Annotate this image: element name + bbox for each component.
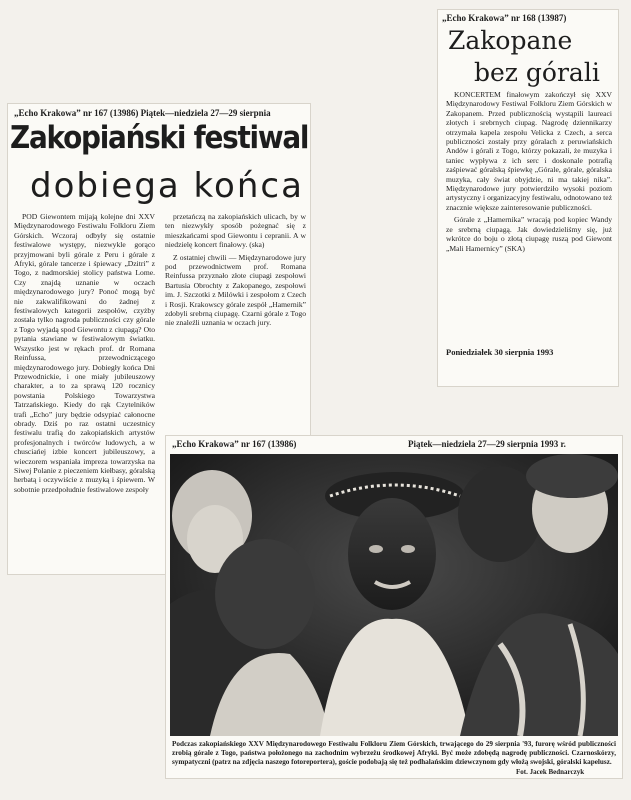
photo-credit: Fot. Jacek Bednarczyk: [516, 768, 585, 776]
clip1-col2-para-1: przetańczą na zakopiańskich ulicach, by w ten niezwykły sposób pożegnać się z mieszkańcami spod Giewontu i cepranii. A w niedzielę koncert finałowy. (ska): [165, 212, 306, 250]
clip2-para-1: KONCERTEM finałowym zakończył się XXV Międzynarodowy Festiwal Folkloru Ziem Górskich w Zakopanem. Przed publicznością wystąpili laureaci złotych i srebrnych ciupag. Nagrodę dziennikarzy otrzymała kapela zespołu Velicka z Czech, a serca publiczności zostały przy góralach z peruwiańskich Andów i górali z Togo, którzy pokazali, że muzyka i taniec wypływa z ich serc i doskonale potrafią zaśpiewać góralską śpiewkę „Górale, górale, góralska muzyka, cały świat obyjdzie, ni ma takiej nika”. Międzynarodowe jury potwierdziło wysoki poziom artystyczny i organizacyjny festiwalu, odnotowano też znacznie większe zainteresowanie publiczności.: [446, 90, 612, 212]
clip1-header: „Echo Krakowa” nr 167 (13986) Piątek—niedziela 27—29 sierpnia: [14, 108, 271, 118]
clip1-headline: Zakopiański festiwal: [10, 120, 309, 156]
clip1-col2-para-2: Z ostatniej chwili — Międzynarodowe jury pod przewodnictwem prof. Romana Reinfussa przyznało złote ciupagi zespołowi Bartusia Obrochty z Zakopanego, zespołowi im. J. Szczotki z Milówki i zespołom z Czech i Rosji. Krakowscy górale zespół „Hamernik” zdobyli srebrną ciupagę. Czarni górale z Togo nie znaleźli uznania w oczach jury.: [165, 252, 306, 328]
news-photo: [170, 454, 618, 736]
clip1-col1-para: POD Giewontem mijają kolejne dni XXV Międzynarodowego Festiwalu Folkloru Ziem Górskich. Wczoraj odbyły się ostatnie festiwalowe występy, niezwykle gorąco przyjmowani byli górale z Peru i górale z Afryki, górale tancerze i śpiewacy „Dzitri” z Togo, z nadmorskiej stolicy państwa Lome. Czy znajdą uznanie w oczach międzynarodowego jury? Ponoć mogą być nie zakwalifikowani do żadnej z festiwalowych kategorii zespołów, czyżby została tylko nagroda publiczności czy górale z Togo wyjadą spod Giewontu z ciupagą? Oto pytania stawiane w festiwalowym światku. Wszystko jest w rękach prof. dr Romana Reinfussa, przewodniczącego międzynarodowego jury. Dobiegły końca Dni Przewodnickie, i one miały jubileuszowy charakter, a to za sprawą 120 rocznicy powstania Polskiego Towarzystwa Tatrzańskiego. Kiedy do rąk Czytelników trafi „Echo” jury będzie odsypiać całonocne obrady. Dziś po raz ostatni uczestnicy festiwalu trafią do zakopiańskich artystów profesjonalnych i twórców ludowych, a w chusciańej izbie koncert jubileuszowy, a wieczorem wspaniała impreza towarzyska na Siwej Polanie z pieczeniem kiełbasy, góralską herbatą i oczywiście z muzyką i śpiewem. W sobotnie przedpołudnie festiwalowe zespoły: [14, 212, 155, 494]
clip3-header-right: Piątek—niedziela 27—29 sierpnia 1993 r.: [408, 439, 566, 449]
clip2-dateline: Poniedziałek 30 sierpnia 1993: [446, 347, 554, 357]
clip1-column-1: [14, 212, 155, 567]
clip2-headline-line2: bez górali: [474, 58, 600, 87]
clip2-header: „Echo Krakowa” nr 168 (13987): [442, 13, 567, 23]
clip1-subheadline: dobiega końca: [30, 166, 304, 206]
clip2-body: [446, 90, 612, 346]
clip2-para-2: Górale z „Hamernika” wracają pod kopiec Wandy ze srebrną ciupagą. Jak dowiedzieliśmy się, już wkrótce do boju o złotą ciupagę ruszą pod Giewont „Mali Hamernicy” (SKA): [446, 215, 612, 253]
clip2-headline-line1: Zakopane: [448, 26, 573, 55]
photo-caption: Podczas zakopiańskiego XXV Międzynarodowego Festiwalu Folkloru Ziem Górskich, trwającego do 29 sierpnia '93, furorę wśród publiczności zrobią górale z Togo, państwa położonego na zachodnim wybrzeżu środkowej Afryki. Być może zdobędą nagrodę publiczności. Czarnoskórzy, sympatyczni (patrz na zdjęcia naszego fotoreportera), goście podobają się też podhalańskim dziewczynom gdy włożą swojski, góralski kapelusz.: [172, 740, 616, 766]
clip3-header-left: „Echo Krakowa” nr 167 (13986): [172, 439, 297, 449]
clip1-column-2: [165, 212, 306, 367]
